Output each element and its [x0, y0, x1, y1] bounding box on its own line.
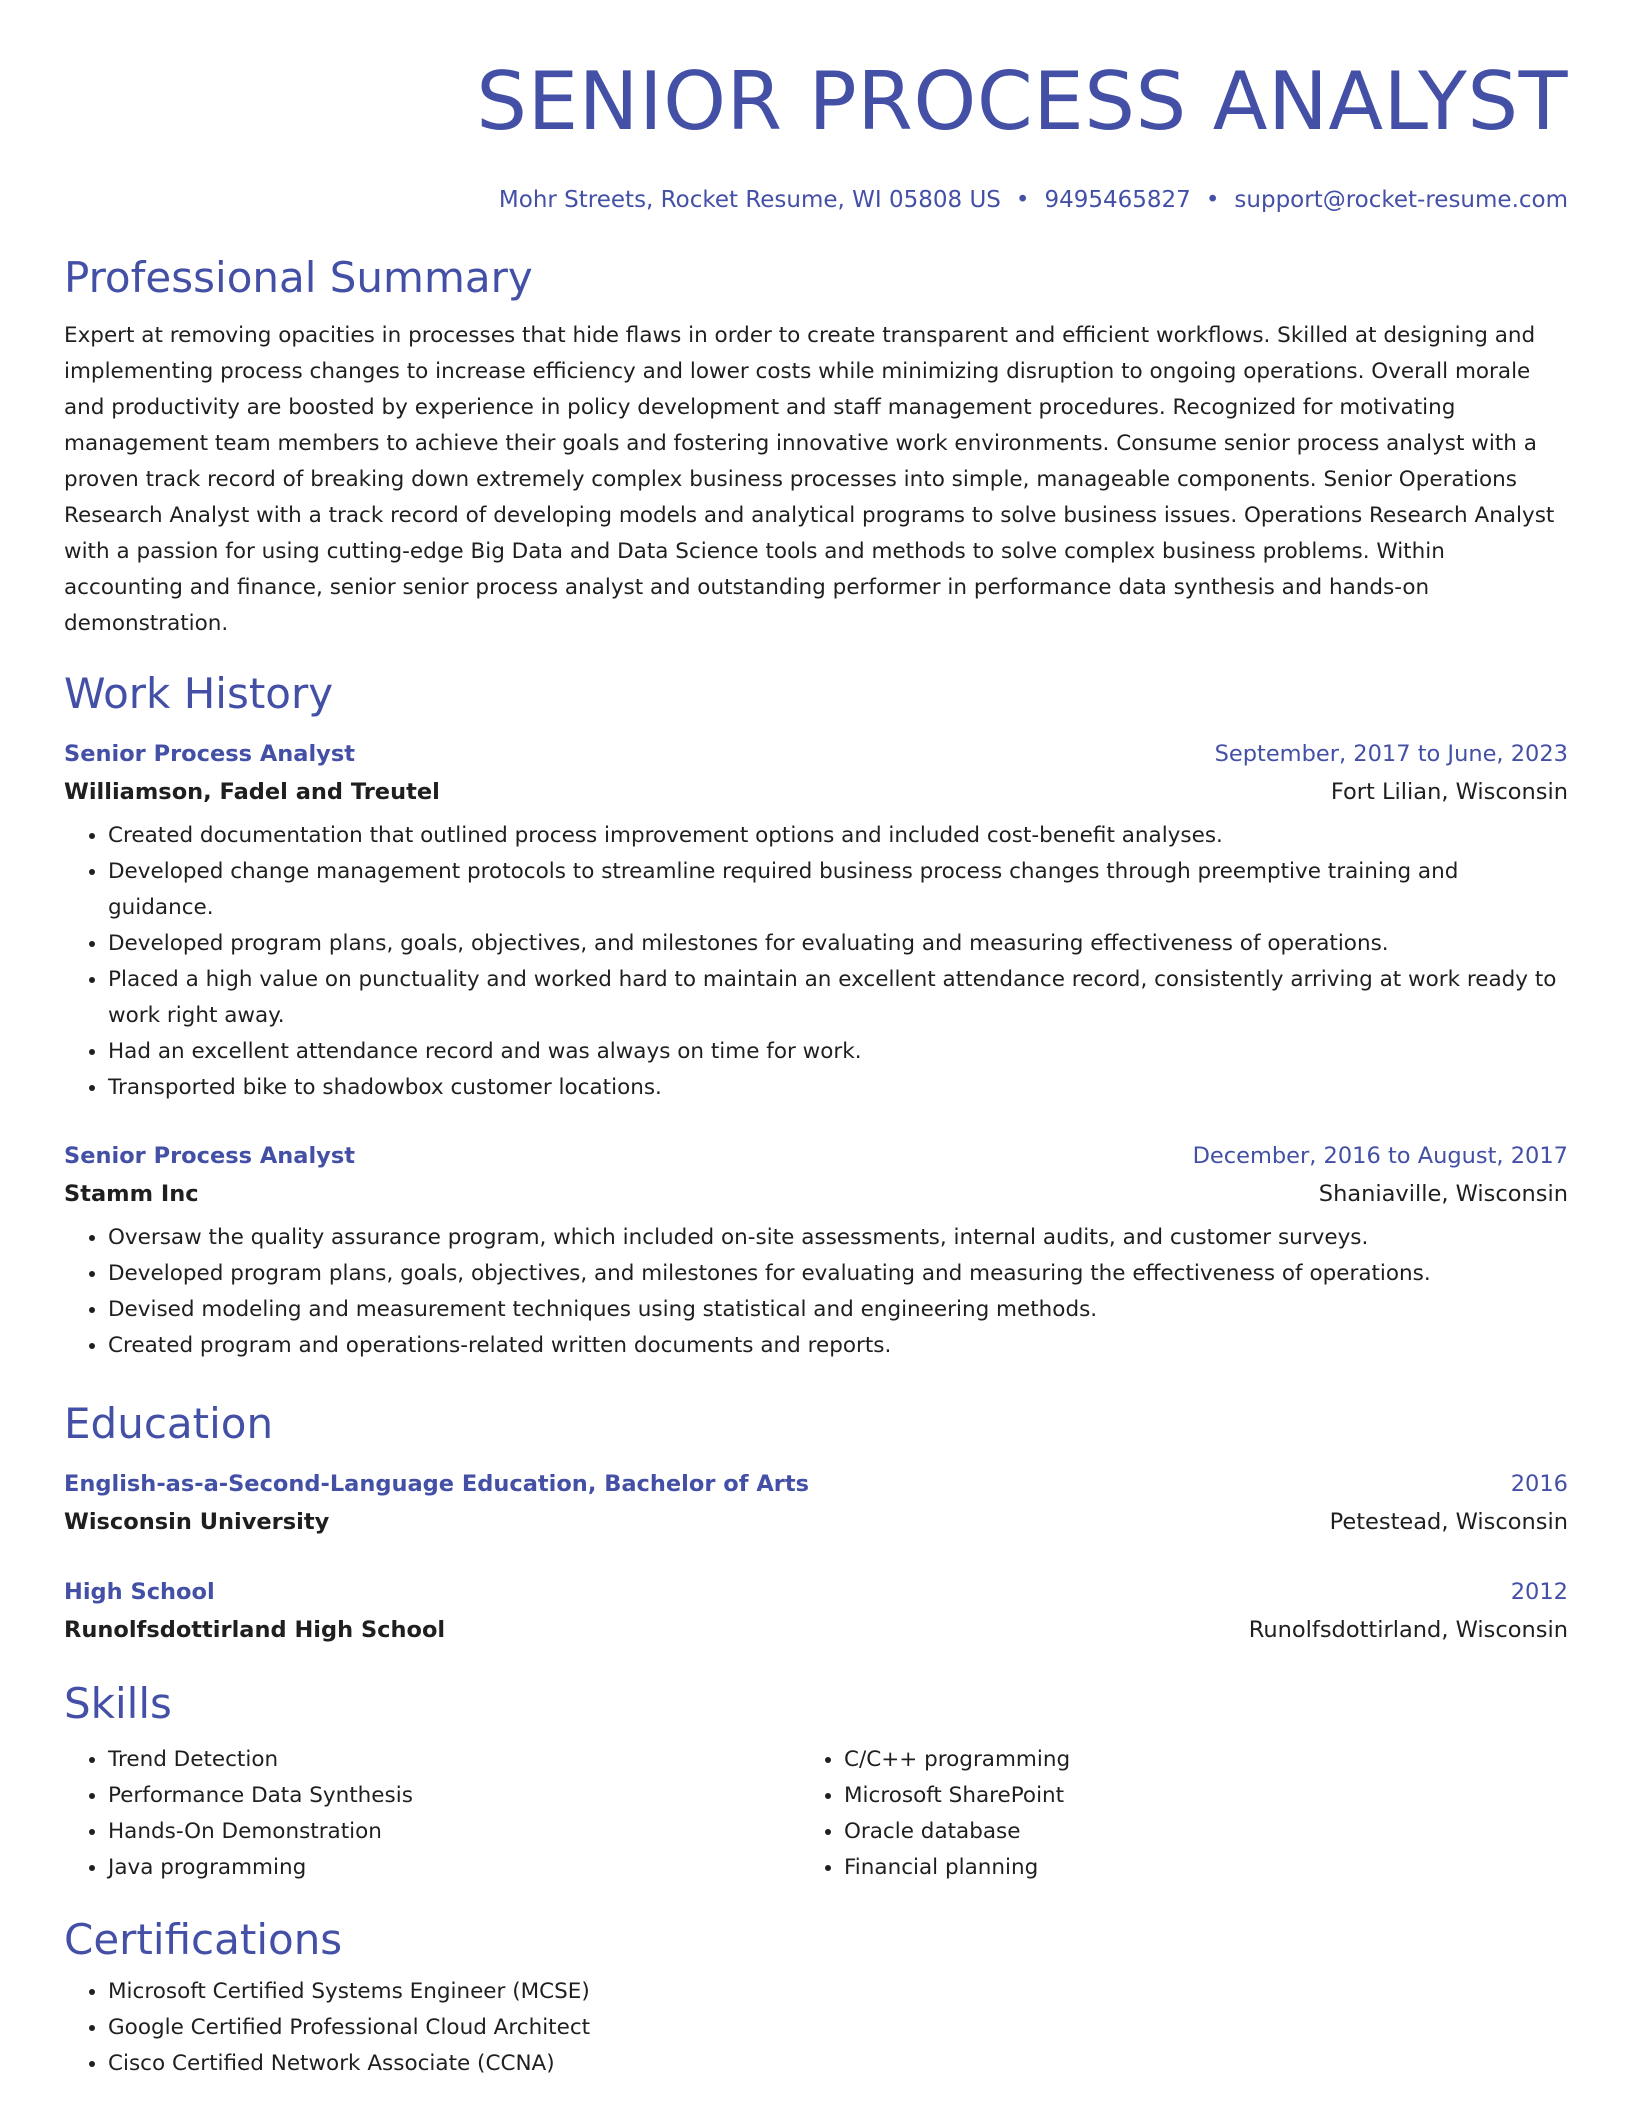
skills-columns: [64, 1742, 1568, 1886]
education-year: 2016: [1510, 1471, 1568, 1497]
job-bullet: • Developed program plans, goals, objectives, and milestones for evaluating and measuring the effectiveness of operations.: [108, 1256, 1568, 1292]
job-bullets: [64, 1220, 1568, 1364]
contact-address: Mohr Streets, Rocket Resume, WI 05808 US: [498, 187, 1001, 213]
certification-item: • Google Certified Professional Cloud Architect: [108, 2010, 1568, 2046]
education-degree: High School: [64, 1579, 215, 1605]
skill-item: • Microsoft SharePoint: [844, 1778, 1500, 1814]
job-company: Stamm Inc: [64, 1181, 199, 1207]
skills-list: [800, 1742, 1500, 1886]
contact-email[interactable]: support@rocket-resume.com: [1234, 187, 1568, 213]
education-school: Wisconsin University: [64, 1509, 330, 1535]
certifications-heading: Certifications: [64, 1915, 343, 1964]
job-location: Shaniaville, Wisconsin: [1318, 1181, 1568, 1207]
education-degree-row: [64, 1574, 1568, 1610]
skill-item: • Oracle database: [844, 1814, 1500, 1850]
job-bullet: • Developed change management protocols to streamline required business process changes through preemptive training and guidance.: [108, 854, 1568, 926]
skill-item: • C/C++ programming: [844, 1742, 1500, 1778]
contact-phone: 9495465827: [1044, 187, 1191, 213]
job-company: Williamson, Fadel and Treutel: [64, 779, 440, 805]
work-history-heading: Work History: [64, 669, 334, 718]
job-bullet: • Developed program plans, goals, objectives, and milestones for evaluating and measuring effectiveness of operations.: [108, 926, 1568, 962]
contact-separator: •: [1015, 187, 1030, 213]
skills-column-right: [800, 1742, 1500, 1886]
job-title-row: [64, 1138, 1568, 1174]
skills-column-left: [64, 1742, 800, 1886]
education-entry: [64, 1574, 1568, 1650]
education-school-row: [64, 1610, 1568, 1650]
job-bullet: • Had an excellent attendance record and was always on time for work.: [108, 1034, 1568, 1070]
job-location: Fort Lilian, Wisconsin: [1330, 779, 1568, 805]
skill-item: • Hands-On Demonstration: [108, 1814, 800, 1850]
education-school: Runolfsdottirland High School: [64, 1617, 446, 1643]
certification-item: • Microsoft Certified Systems Engineer (MCSE): [108, 1974, 1568, 2010]
contact-separator: •: [1205, 187, 1220, 213]
skill-item: • Performance Data Synthesis: [108, 1778, 800, 1814]
education-degree-row: [64, 1466, 1568, 1502]
job-entry: [64, 736, 1568, 1106]
job-bullets: [64, 818, 1568, 1106]
education-entry: [64, 1466, 1568, 1542]
skill-item: • Java programming: [108, 1850, 800, 1886]
job-bullet: • Created program and operations-related written documents and reports.: [108, 1328, 1568, 1364]
job-title: Senior Process Analyst: [64, 1143, 355, 1169]
job-bullet: • Placed a high value on punctuality and worked hard to maintain an excellent attendance record, consistently arriving at work ready to work right away.: [108, 962, 1568, 1034]
education-year: 2012: [1510, 1579, 1568, 1605]
resume-name: SENIOR PROCESS ANALYST: [476, 55, 1568, 148]
job-dates: December, 2016 to August, 2017: [1192, 1143, 1568, 1169]
job-title: Senior Process Analyst: [64, 741, 355, 767]
skills-heading: Skills: [64, 1679, 172, 1728]
skill-item: • Financial planning: [844, 1850, 1500, 1886]
job-company-row: [64, 772, 1568, 812]
job-dates: September, 2017 to June, 2023: [1214, 741, 1568, 767]
education-location: Runolfsdottirland, Wisconsin: [1248, 1617, 1568, 1643]
job-entry: [64, 1138, 1568, 1364]
education-degree: English-as-a-Second-Language Education, Bachelor of Arts: [64, 1471, 809, 1497]
job-bullet: • Devised modeling and measurement techniques using statistical and engineering methods.: [108, 1292, 1568, 1328]
job-company-row: [64, 1174, 1568, 1214]
skills-list: [64, 1742, 800, 1886]
education-school-row: [64, 1502, 1568, 1542]
resume-header: [64, 50, 1568, 216]
education-location: Petestead, Wisconsin: [1329, 1509, 1568, 1535]
certifications-list: [64, 1974, 1568, 2082]
summary-heading: Professional Summary: [64, 253, 533, 302]
job-title-row: [64, 736, 1568, 772]
skill-item: • Trend Detection: [108, 1742, 800, 1778]
certification-item: • Cisco Certified Network Associate (CCNA): [108, 2046, 1568, 2082]
education-heading: Education: [64, 1399, 274, 1448]
job-bullet: • Created documentation that outlined process improvement options and included cost-benefit analyses.: [108, 818, 1568, 854]
job-bullet: • Transported bike to shadowbox customer locations.: [108, 1070, 1568, 1106]
summary-text: Expert at removing opacities in processes that hide flaws in order to create transparent and efficient workflows. Skilled at designing and implementing process changes to increase efficiency and lower costs while minimizing disruption to ongoing operations. Overall morale and productivity are boosted by experience in policy development and staff management procedures. Recognized for motivating management team members to achieve their goals and fostering innovative work environments. Consume senior process analyst with a proven track record of breaking down extremely complex business processes into simple, manageable components. Senior Operations Research Analyst with a track record of developing models and analytical programs to solve business issues. Operations Research Analyst with a passion for using cutting-edge Big Data and Data Science tools and methods to solve complex business problems. Within accounting and finance, senior senior process analyst and outstanding performer in performance data synthesis and hands-on demonstration.: [64, 323, 1555, 636]
contact-line: [64, 184, 1568, 216]
job-bullet: • Oversaw the quality assurance program, which included on-site assessments, internal audits, and customer surveys.: [108, 1220, 1568, 1256]
